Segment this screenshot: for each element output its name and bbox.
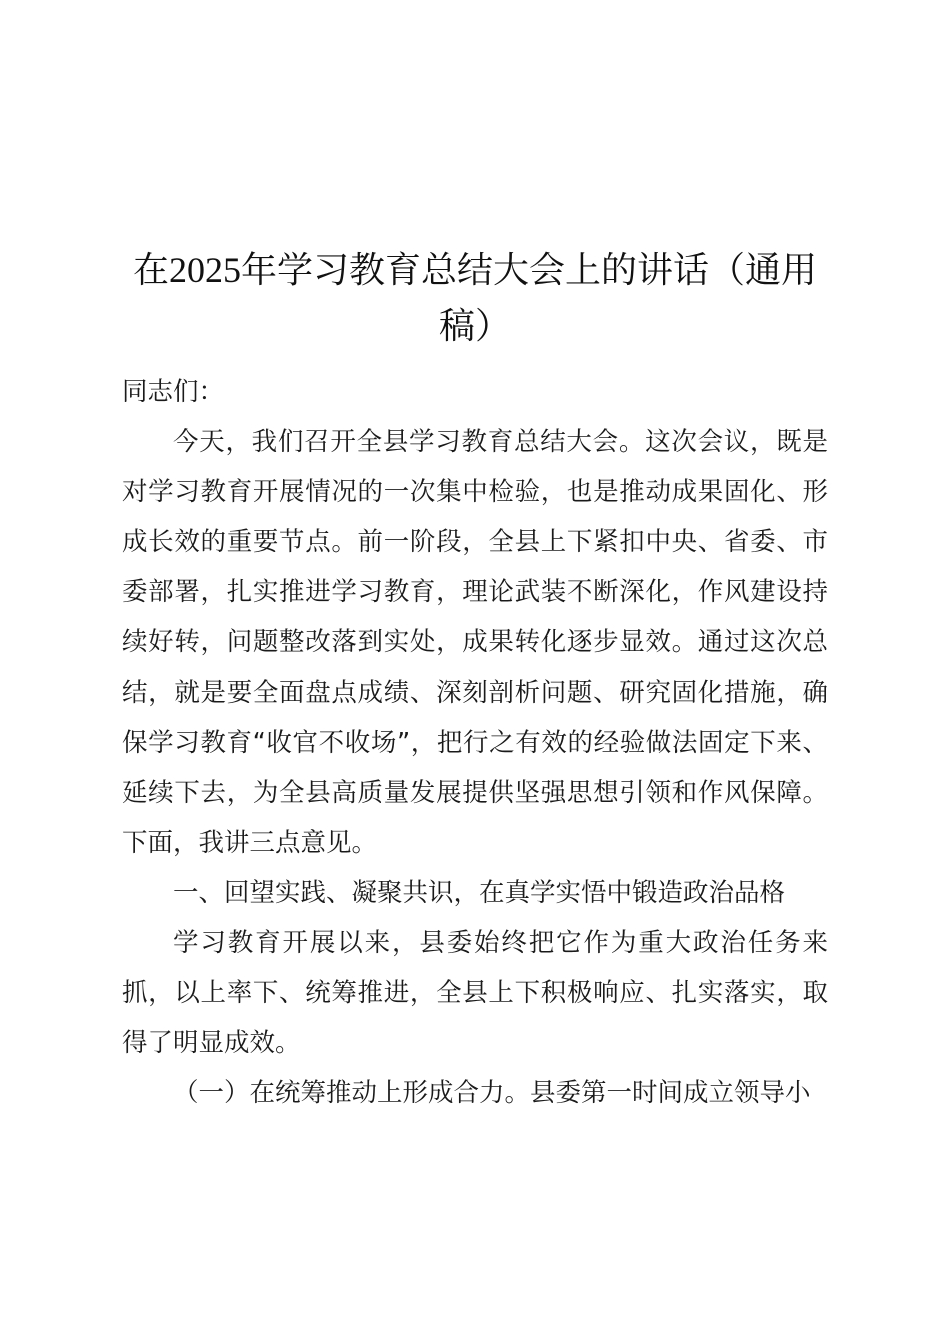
title-suffix: 年学习教育总结大会上的讲话（通用稿） bbox=[241, 250, 818, 348]
title-year: 2025 bbox=[169, 250, 241, 291]
section-heading-1: 一、回望实践、凝聚共识，在真学实悟中锻造政治品格 bbox=[173, 877, 786, 908]
salutation: 同志们： bbox=[122, 377, 225, 407]
document-title bbox=[122, 242, 828, 355]
title-prefix: 在 bbox=[132, 250, 169, 292]
subsection-heading-1: （一）在统筹推动上形成合力。县委第一时间成立领导小 bbox=[173, 1078, 811, 1109]
paragraph-intro: 今天，我们召开全县学习教育总结大会。这次会议，既是对学习教育开展情况的一次集中检验，也是推动成果固化、形成长效的重要节点。前一阶段，全县上下紧扣中央、省委、市委部署，扎实推进学习教育，理论武装不断深化，作风建设持续好转，问题整改落到实处，成果转化逐步显效。通过这次总结，就是要全面盘点成绩、深刻剖析问题、研究固化措施，确保学习教育“收官不收场”，把行之有效的经验做法固定下来、延续下去，为全县高质量发展提供坚强思想引领和作风保障。下面，我讲三点意见。 bbox=[122, 427, 828, 858]
paragraph-section-1: 学习教育开展以来，县委始终把它作为重大政治任务来抓，以上率下、统筹推进，全县上下积极响应、扎实落实，取得了明显成效。 bbox=[122, 928, 828, 1059]
document-body bbox=[122, 367, 828, 1118]
